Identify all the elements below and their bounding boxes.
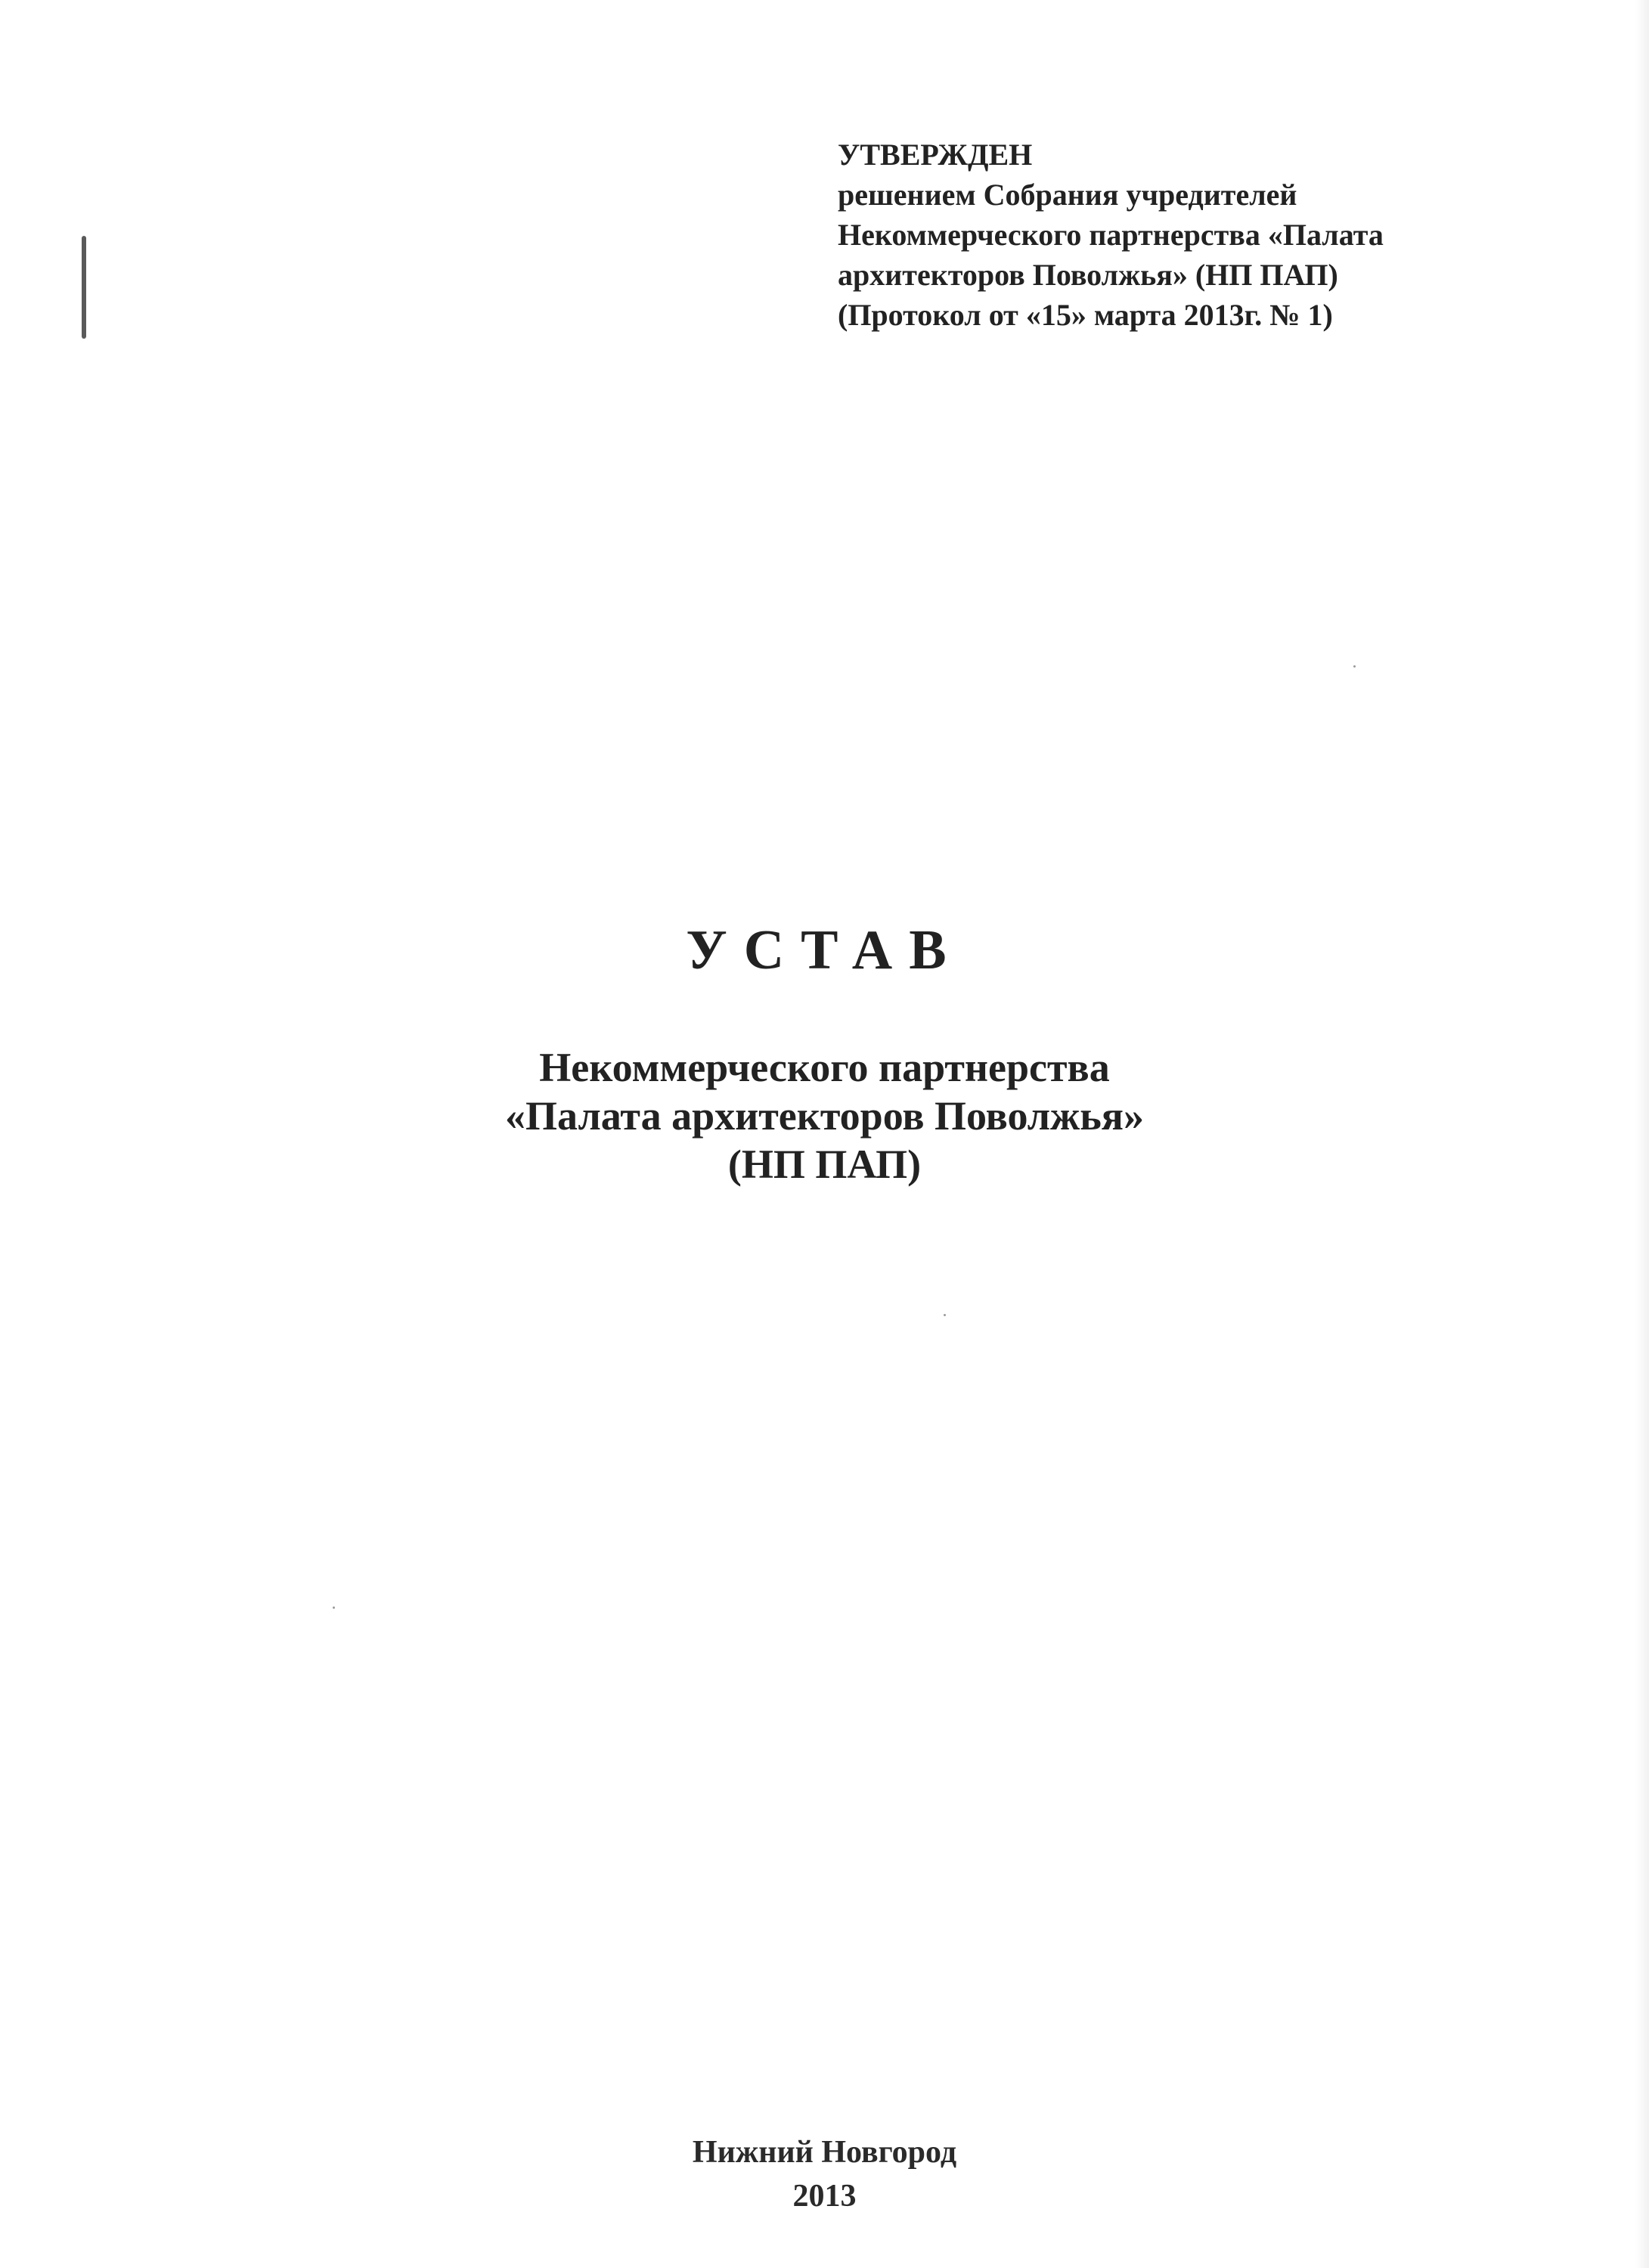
- scan-speck: [333, 1606, 335, 1609]
- approval-line: решением Собрания учредителей: [838, 178, 1297, 212]
- approval-block: [838, 135, 1518, 335]
- subtitle-line: Некоммерческого партнерства: [539, 1045, 1110, 1090]
- document-footer: [0, 2130, 1649, 2218]
- scan-speck: [1353, 665, 1356, 668]
- footer-year: 2013: [792, 2179, 857, 2214]
- document-title: УСТАВ: [686, 919, 963, 981]
- footer-city: Нижний Новгород: [692, 2135, 957, 2170]
- document-subtitle: [0, 1043, 1649, 1188]
- subtitle-line: «Палата архитекторов Поволжья»: [505, 1093, 1144, 1139]
- approval-line: архитекторов Поволжья» (НП ПАП): [838, 258, 1338, 292]
- approval-line: Некоммерческого партнерства «Палата: [838, 218, 1384, 252]
- binding-mark: [82, 236, 86, 339]
- scan-speck: [944, 1314, 946, 1316]
- subtitle-line: (НП ПАП): [727, 1142, 922, 1187]
- approval-heading: УТВЕРЖДЕН: [838, 138, 1033, 172]
- approval-protocol: (Протокол от «15» марта 2013г. № 1): [838, 298, 1333, 332]
